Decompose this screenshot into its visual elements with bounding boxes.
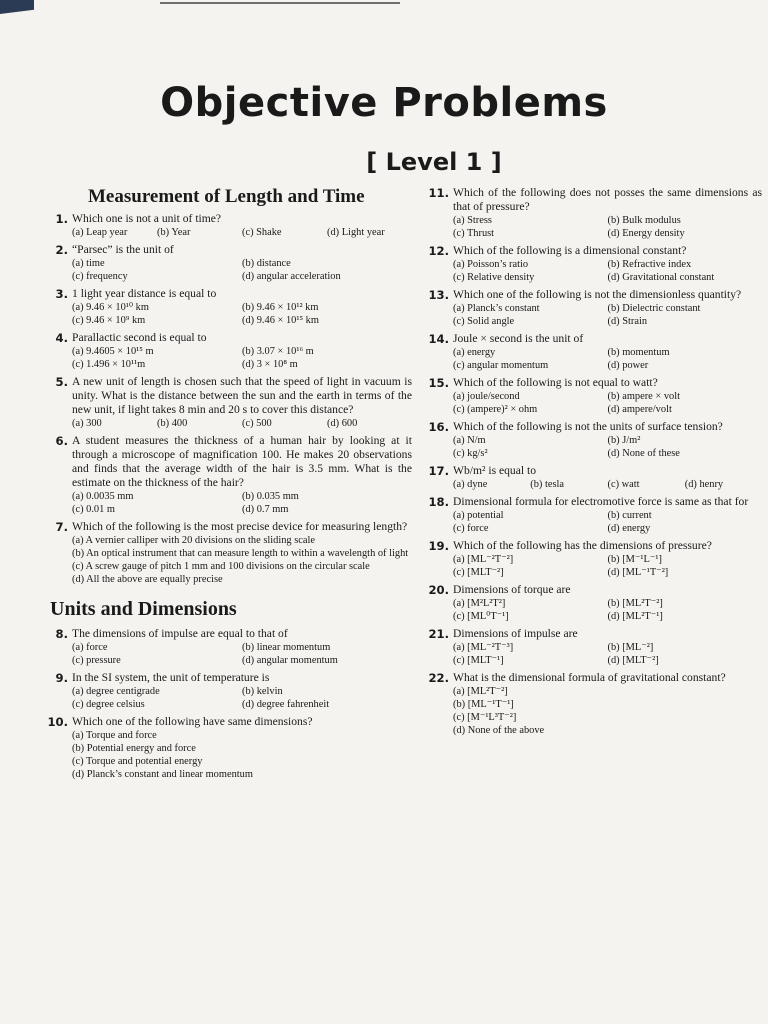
option-row [453,390,762,403]
option-row [72,560,412,573]
option-list [427,302,762,328]
question-item [46,520,412,586]
question-text: The dimensions of impulse are equal to that of [72,627,288,640]
answer-option: (d) angular momentum [242,655,338,666]
answer-option: (b) [ML⁻¹T⁻¹] [453,699,514,710]
question-number: 14. [428,332,449,346]
option-row [72,768,412,781]
answer-option: (d) [MLT⁻²] [607,655,659,666]
answer-option: (b) distance [242,258,291,269]
option-list [46,257,412,283]
question-number: 7. [55,520,68,534]
answer-option: (c) (ampere)² × ohm [453,404,538,415]
option-row [453,434,762,447]
question-item [427,332,762,372]
answer-option: (b) [ML⁻²] [607,642,654,653]
question-item [46,715,412,781]
answer-option: (b) An optical instrument that can measure length to within a wavelength of light [72,548,409,559]
question-text: Wb/m² is equal to [453,464,537,477]
question-stem [427,671,762,685]
answer-option: (a) 9.46 × 10¹⁰ km [72,302,149,313]
answer-option: (a) 300 [72,418,102,429]
question-item [427,244,762,284]
question-number: 5. [55,375,68,389]
question-stem [46,671,412,685]
question-item [427,376,762,416]
left-column [46,186,412,785]
answer-option: (a) time [72,258,105,269]
answer-option: (c) Torque and potential energy [72,756,203,767]
question-number: 13. [428,288,449,302]
question-number: 15. [428,376,449,390]
answer-option: (c) force [453,523,489,534]
option-list [427,434,762,460]
answer-option: (c) [ML⁰T⁻¹] [453,611,509,622]
question-number: 17. [428,464,449,478]
answer-option: (b) ampere × volt [607,391,681,402]
option-row [72,742,412,755]
option-row [72,490,412,503]
option-list [46,534,412,586]
answer-option: (d) [ML²T⁻¹] [607,611,663,622]
question-text: Dimensional formula for electromotive force is same as that for [453,495,749,508]
answer-option: (b) 0.035 mm [242,491,299,502]
option-row [453,641,762,654]
question-number: 18. [428,495,449,509]
option-list [46,490,412,516]
answer-option: (d) Strain [607,316,648,327]
answer-option: (d) ampere/volt [607,404,672,415]
option-row [72,503,412,516]
page-top-edge [0,0,768,18]
question-stem [46,627,412,641]
answer-option: (b) J/m² [607,435,641,446]
option-row [72,654,412,667]
option-row [72,685,412,698]
answer-option: (c) Solid angle [453,316,515,327]
answer-option: (a) 9.4605 × 10¹⁵ m [72,346,154,357]
answer-option: (c) degree celsius [72,699,145,710]
section-heading-units: Units and Dimensions [50,598,237,620]
question-text: Which of the following does not posses the same dimensions as that of pressure? [453,186,762,213]
question-number: 11. [428,186,449,200]
answer-option: (c) 500 [242,418,272,429]
answer-option: (c) watt [607,479,640,490]
option-row [453,711,762,724]
option-list [46,226,412,239]
option-row [72,729,412,742]
top-rule [160,2,400,4]
question-number: 6. [55,434,68,448]
option-row [72,547,412,560]
question-item [46,671,412,711]
answer-option: (a) [ML⁻²T⁻²] [453,554,514,565]
question-text: Dimensions of impulse are [453,627,578,640]
answer-option: (b) Dielectric constant [607,303,701,314]
question-stem [427,539,762,553]
question-number: 3. [55,287,68,301]
option-row [72,314,412,327]
answer-option: (a) [ML⁻²T⁻³] [453,642,514,653]
answer-option: (d) energy [607,523,651,534]
option-row [453,654,762,667]
question-item [427,186,762,240]
option-row [72,641,412,654]
answer-option: (d) 600 [327,418,358,429]
question-stem [46,715,412,729]
question-item [427,627,762,667]
question-text: 1 light year distance is equal to [72,287,217,300]
answer-option: (c) A screw gauge of pitch 1 mm and 100 divisions on the circular scale [72,561,370,572]
option-list [427,509,762,535]
question-stem [46,212,412,226]
answer-option: (d) degree fahrenheit [242,699,330,710]
answer-option: (c) [MLT⁻²] [453,567,504,578]
answer-option: (b) current [607,510,652,521]
question-text: Which one of the following is not the dimensionless quantity? [453,288,742,301]
answer-option: (b) linear momentum [242,642,331,653]
option-row [453,403,762,416]
question-text: Joule × second is the unit of [453,332,584,345]
question-number: 4. [55,331,68,345]
question-stem [427,186,762,214]
answer-option: (c) 1.496 × 10¹¹m [72,359,146,370]
option-row [453,447,762,460]
option-row [453,478,762,491]
answer-option: (a) potential [453,510,504,521]
question-item [46,287,412,327]
answer-option: (b) Refractive index [607,259,692,270]
question-text: What is the dimensional formula of gravitational constant? [453,671,726,684]
answer-option: (b) tesla [530,479,565,490]
question-list-measurement [46,212,412,586]
question-text: Which one is not a unit of time? [72,212,222,225]
question-text: Parallactic second is equal to [72,331,207,344]
answer-option: (a) Poisson’s ratio [453,259,529,270]
question-item [46,375,412,430]
question-stem [46,243,412,257]
answer-option: (c) Thrust [453,228,495,239]
level-heading: [ Level 1 ] [366,148,502,176]
option-list [427,553,762,579]
answer-option: (a) Planck’s constant [453,303,540,314]
answer-option: (b) kelvin [242,686,283,697]
question-stem [427,464,762,478]
answer-option: (d) 0.7 mm [242,504,289,515]
option-row [453,359,762,372]
answer-option: (b) Potential energy and force [72,743,196,754]
answer-option: (d) Energy density [607,228,685,239]
question-text: In the SI system, the unit of temperature is [72,671,270,684]
answer-option: (a) Torque and force [72,730,157,741]
question-number: 9. [55,671,68,685]
answer-option: (b) momentum [607,347,670,358]
option-list [427,258,762,284]
answer-option: (a) dyne [453,479,488,490]
question-number: 12. [428,244,449,258]
question-number: 16. [428,420,449,434]
option-row [453,258,762,271]
answer-option: (d) henry [684,479,724,490]
question-stem [46,331,412,345]
answer-option: (b) [ML²T⁻²] [607,598,663,609]
option-row [72,358,412,371]
answer-option: (b) 3.07 × 10¹⁶ m [242,346,314,357]
question-stem [427,627,762,641]
question-number: 8. [55,627,68,641]
answer-option: (c) Shake [242,227,282,238]
answer-option: (d) 9.46 × 10¹⁵ km [242,315,319,326]
question-text: A new unit of length is chosen such that the speed of light in vacuum is unity. What is the distance between the sun and the earth in terms of the new unit, if light takes 8 min and 20 s to cover this distance? [72,375,412,416]
page-title: Objective Problems [160,80,608,126]
question-stem [46,520,412,534]
option-row [453,610,762,623]
question-item [427,539,762,579]
answer-option: (b) [M⁻¹L⁻¹] [607,554,662,565]
corner-tab-decoration [0,0,34,14]
question-text: Which of the following is a dimensional constant? [453,244,687,257]
option-row [72,755,412,768]
option-list [46,641,412,667]
option-row [453,553,762,566]
option-list [46,345,412,371]
answer-option: (a) [M²L²T²] [453,598,506,609]
question-number: 20. [428,583,449,597]
question-stem [46,375,412,417]
question-stem [427,244,762,258]
question-stem [46,434,412,490]
option-list [46,685,412,711]
answer-option: (d) None of the above [453,725,545,736]
option-row [72,270,412,283]
answer-option: (b) 400 [157,418,188,429]
question-item [427,495,762,535]
question-text: Which of the following has the dimensions of pressure? [453,539,712,552]
answer-option: (d) [ML⁻¹T⁻²] [607,567,669,578]
answer-option: (b) Bulk modulus [607,215,681,226]
question-stem [427,495,762,509]
answer-option: (c) kg/s² [453,448,488,459]
question-number: 19. [428,539,449,553]
question-item [427,420,762,460]
answer-option: (d) 3 × 10⁸ m [242,359,298,370]
question-text: “Parsec” is the unit of [72,243,174,256]
option-row [453,302,762,315]
question-item [46,434,412,516]
question-item [46,212,412,239]
question-text: Which one of the following have same dimensions? [72,715,313,728]
question-stem [427,376,762,390]
right-column [427,186,762,741]
option-row [72,534,412,547]
question-stem [427,288,762,302]
option-list [427,597,762,623]
answer-option: (d) angular acceleration [242,271,341,282]
question-item [46,243,412,283]
question-stem [427,420,762,434]
question-item [427,464,762,491]
question-stem [46,287,412,301]
question-number: 21. [428,627,449,641]
option-list [427,685,762,737]
question-item [427,288,762,328]
answer-option: (a) Stress [453,215,492,226]
option-row [453,227,762,240]
answer-option: (a) N/m [453,435,486,446]
option-row [453,597,762,610]
answer-option: (a) A vernier calliper with 20 divisions on the sliding scale [72,535,315,546]
option-row [453,509,762,522]
option-list [427,214,762,240]
question-text: A student measures the thickness of a human hair by looking at it through a microscope of magnification 100. He makes 20 observations and finds that the average width of the hair is 3.5 mm. What is the estimate on the thickness of the hair? [72,434,412,489]
option-row [453,522,762,535]
answer-option: (c) [M⁻¹L³T⁻²] [453,712,517,723]
answer-option: (c) Relative density [453,272,535,283]
question-stem [427,583,762,597]
answer-option: (d) power [607,360,649,371]
answer-option: (c) 0.01 m [72,504,115,515]
answer-option: (a) 0.0035 mm [72,491,134,502]
option-list [427,390,762,416]
question-stem [427,332,762,346]
option-row [72,301,412,314]
answer-option: (c) [MLT⁻¹] [453,655,504,666]
option-list [427,346,762,372]
question-item [427,671,762,737]
section-heading-measurement: Measurement of Length and Time [88,186,365,207]
option-row [453,315,762,328]
option-row [453,724,762,737]
question-number: 10. [47,715,68,729]
answer-option: (d) All the above are equally precise [72,574,223,585]
question-text: Dimensions of torque are [453,583,571,596]
answer-option: (a) Leap year [72,227,128,238]
question-item [427,583,762,623]
option-row [453,214,762,227]
answer-option: (c) angular momentum [453,360,549,371]
option-row [453,271,762,284]
question-item [46,331,412,371]
question-number: 1. [55,212,68,226]
option-row [453,698,762,711]
answer-option: (a) degree centigrade [72,686,160,697]
answer-option: (c) 9.46 × 10⁹ km [72,315,146,326]
option-list [427,478,762,491]
answer-option: (d) Light year [327,227,385,238]
answer-option: (d) None of these [607,448,680,459]
answer-option: (a) force [72,642,108,653]
answer-option: (c) pressure [72,655,121,666]
question-text: Which of the following is not equal to watt? [453,376,658,389]
question-text: Which of the following is the most precise device for measuring length? [72,520,408,533]
option-row [72,417,412,430]
option-row [453,566,762,579]
option-row [72,573,412,586]
question-text: Which of the following is not the units of surface tension? [453,420,723,433]
option-list [46,729,412,781]
answer-option: (a) joule/second [453,391,520,402]
answer-option: (b) 9.46 × 10¹² km [242,302,319,313]
option-row [453,346,762,359]
option-row [72,226,412,239]
question-number: 22. [428,671,449,685]
option-list [427,641,762,667]
option-row [453,685,762,698]
question-list-units [46,627,412,781]
answer-option: (d) Planck’s constant and linear momentum [72,769,253,780]
answer-option: (d) Gravitational constant [607,272,715,283]
question-item [46,627,412,667]
question-list-right [427,186,762,737]
option-row [72,257,412,270]
answer-option: (a) [ML²T⁻²] [453,686,508,697]
option-list [46,417,412,430]
option-row [72,698,412,711]
option-list [46,301,412,327]
answer-option: (a) energy [453,347,496,358]
question-number: 2. [55,243,68,257]
answer-option: (b) Year [157,227,191,238]
answer-option: (c) frequency [72,271,128,282]
option-row [72,345,412,358]
